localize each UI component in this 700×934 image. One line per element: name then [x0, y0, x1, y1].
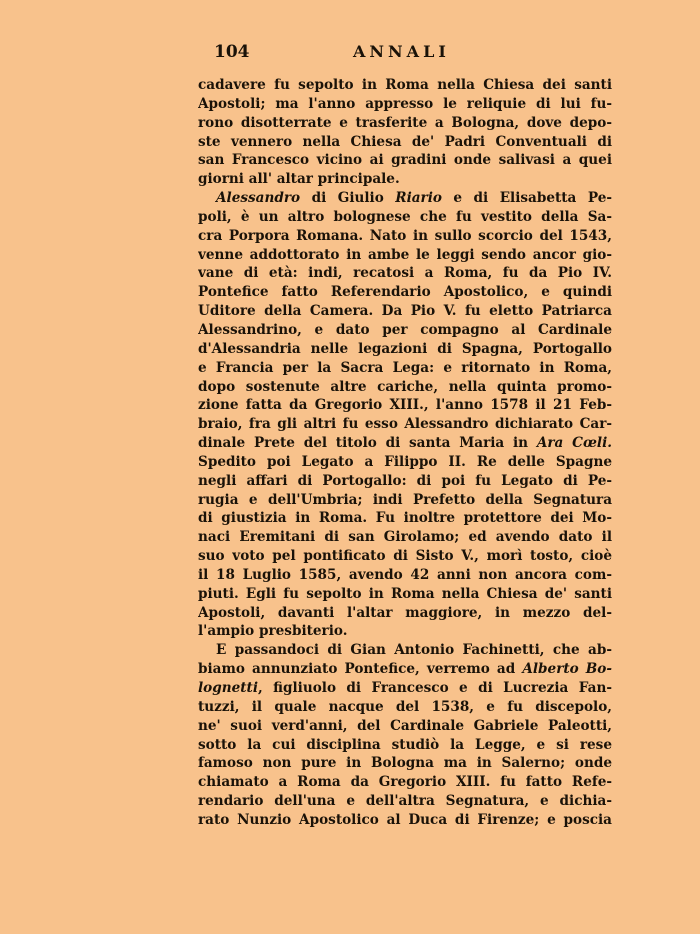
text-run: d'Alessandria nelle legazioni di Spagna, Portogallo	[198, 340, 612, 357]
italic-name: Ara Cœli.	[536, 435, 612, 452]
text-run: san Francesco vicino ai gradini onde salivasi a quei	[198, 152, 612, 169]
text-line	[198, 622, 612, 641]
text-run: cra Porpora Romana. Nato in sullo scorcio del 1543,	[198, 227, 612, 244]
text-run: zione fatta da Gregorio XIII., l'anno 1578 il 21 Feb-	[198, 397, 612, 414]
text-run: Apostoli, davanti l'altar maggiore, in mezzo del-	[198, 604, 612, 621]
text-line	[198, 321, 612, 340]
text-run: biamo annunziato Pontefice, verremo ad	[198, 661, 523, 678]
text-run: Uditore della Camera. Da Pio V. fu eletto Patriarca	[198, 303, 612, 320]
text-line	[198, 151, 612, 170]
text-run: piuti. Egli fu sepolto in Roma nella Chiesa de' santi	[198, 585, 612, 602]
text-run: e di Elisabetta Pe-	[441, 190, 612, 207]
text-run: negli affari di Portogallo: di poi fu Legato di Pe-	[198, 472, 612, 489]
text-line	[198, 283, 612, 302]
text-run: Spedito poi Legato a Filippo II. Re delle Spagne	[198, 453, 612, 470]
text-line	[198, 491, 612, 510]
page-number: 104	[214, 42, 250, 62]
text-run: il 18 Luglio 1585, avendo 42 anni non ancora com-	[198, 566, 612, 583]
text-run: poli, è un altro bolognese che fu vestito della Sa-	[198, 208, 612, 225]
text-run: dinale Prete del titolo di santa Maria in	[198, 435, 537, 452]
text-run: naci Eremitani di san Girolamo; ed avendo dato il	[198, 529, 612, 546]
text-line	[198, 114, 612, 133]
text-line	[198, 359, 612, 378]
italic-name: Riario	[395, 190, 442, 207]
text-line	[198, 227, 612, 246]
text-line	[198, 754, 612, 773]
text-line	[198, 660, 612, 679]
text-line	[198, 434, 612, 453]
text-run: sotto la cui disciplina studiò la Legge, e si rese	[198, 736, 612, 753]
text-line	[198, 792, 612, 811]
text-line	[198, 246, 612, 265]
text-run: tuzzi, il quale nacque del 1538, e fu discepolo,	[198, 698, 612, 715]
text-line	[198, 302, 612, 321]
text-run: rato Nunzio Apostolico al Duca di Firenze; e poscia	[198, 811, 612, 828]
text-run: famoso non pure in Bologna ma in Salerno; onde	[198, 755, 612, 772]
page-header	[198, 42, 612, 66]
italic-name: Alessandro	[216, 190, 301, 207]
text-line	[198, 76, 612, 95]
italic-name: Alberto Bo-	[522, 661, 612, 678]
text-run: dopo sostenute altre cariche, nella quinta promo-	[198, 378, 612, 395]
text-line	[198, 566, 612, 585]
text-run: E passandoci di Gian Antonio Fachinetti, che ab-	[216, 642, 612, 659]
text-line	[198, 264, 612, 283]
text-run: braio, fra gli altri fu esso Alessandro dichiarato Car-	[198, 416, 612, 433]
text-line	[198, 415, 612, 434]
text-run: , figliuolo di Francesco e di Lucrezia Fan-	[258, 680, 612, 696]
text-line	[198, 208, 612, 227]
text-line	[198, 736, 612, 755]
text-line	[198, 189, 612, 208]
text-line	[198, 453, 612, 472]
text-line	[198, 170, 612, 189]
text-line	[198, 585, 612, 604]
text-line	[198, 509, 612, 528]
text-run: ne' suoi verd'anni, del Cardinale Gabriele Paleotti,	[198, 717, 612, 734]
text-line	[198, 396, 612, 415]
text-run: suo voto pel pontificato di Sisto V., morì tosto, cioè	[198, 548, 612, 565]
text-line	[198, 679, 612, 698]
text-run: cadavere fu sepolto in Roma nella Chiesa dei santi	[198, 77, 612, 93]
text-run: giorni all' altar principale.	[198, 171, 400, 188]
text-line	[198, 547, 612, 566]
text-line	[198, 528, 612, 547]
text-line	[198, 773, 612, 792]
text-run: Alessandrino, e dato per compagno al Cardinale	[198, 321, 612, 338]
text-run: di giustizia in Roma. Fu inoltre protettore dei Mo-	[198, 510, 612, 527]
text-run: Pontefice fatto Referendario Apostolico, e quindi	[198, 284, 612, 301]
body-text	[198, 76, 612, 830]
text-run: Apostoli; ma l'anno appresso le reliquie di lui fu-	[198, 95, 612, 112]
text-line	[198, 95, 612, 114]
text-run: ste vennero nella Chiesa de' Padri Conventuali di	[198, 133, 612, 150]
running-title: ANNALI	[353, 42, 450, 61]
italic-name: lognetti	[198, 680, 258, 696]
text-run: l'ampio presbiterio.	[198, 623, 348, 640]
text-run: rono disotterrate e trasferite a Bologna, dove depo-	[198, 114, 612, 131]
text-line	[198, 472, 612, 491]
text-run: rugia e dell'Umbria; indi Prefetto della Segnatura	[198, 491, 612, 508]
text-line	[198, 811, 612, 830]
text-line	[198, 340, 612, 359]
text-run: chiamato a Roma da Gregorio XIII. fu fatto Refe-	[198, 774, 612, 791]
text-line	[198, 641, 612, 660]
text-run: vane di età: indi, recatosi a Roma, fu da Pio IV.	[198, 265, 612, 282]
text-line	[198, 133, 612, 152]
text-line	[198, 698, 612, 717]
text-line	[198, 604, 612, 623]
text-line	[198, 717, 612, 736]
text-run: venne addottorato in ambe le leggi sendo ancor gio-	[198, 246, 612, 263]
book-page	[198, 42, 612, 830]
text-line	[198, 378, 612, 397]
text-run: di Giulio	[300, 190, 396, 207]
text-run: rendario dell'una e dell'altra Segnatura, e dichia-	[198, 793, 612, 810]
text-run: e Francia per la Sacra Lega: e ritornato in Roma,	[198, 359, 612, 376]
